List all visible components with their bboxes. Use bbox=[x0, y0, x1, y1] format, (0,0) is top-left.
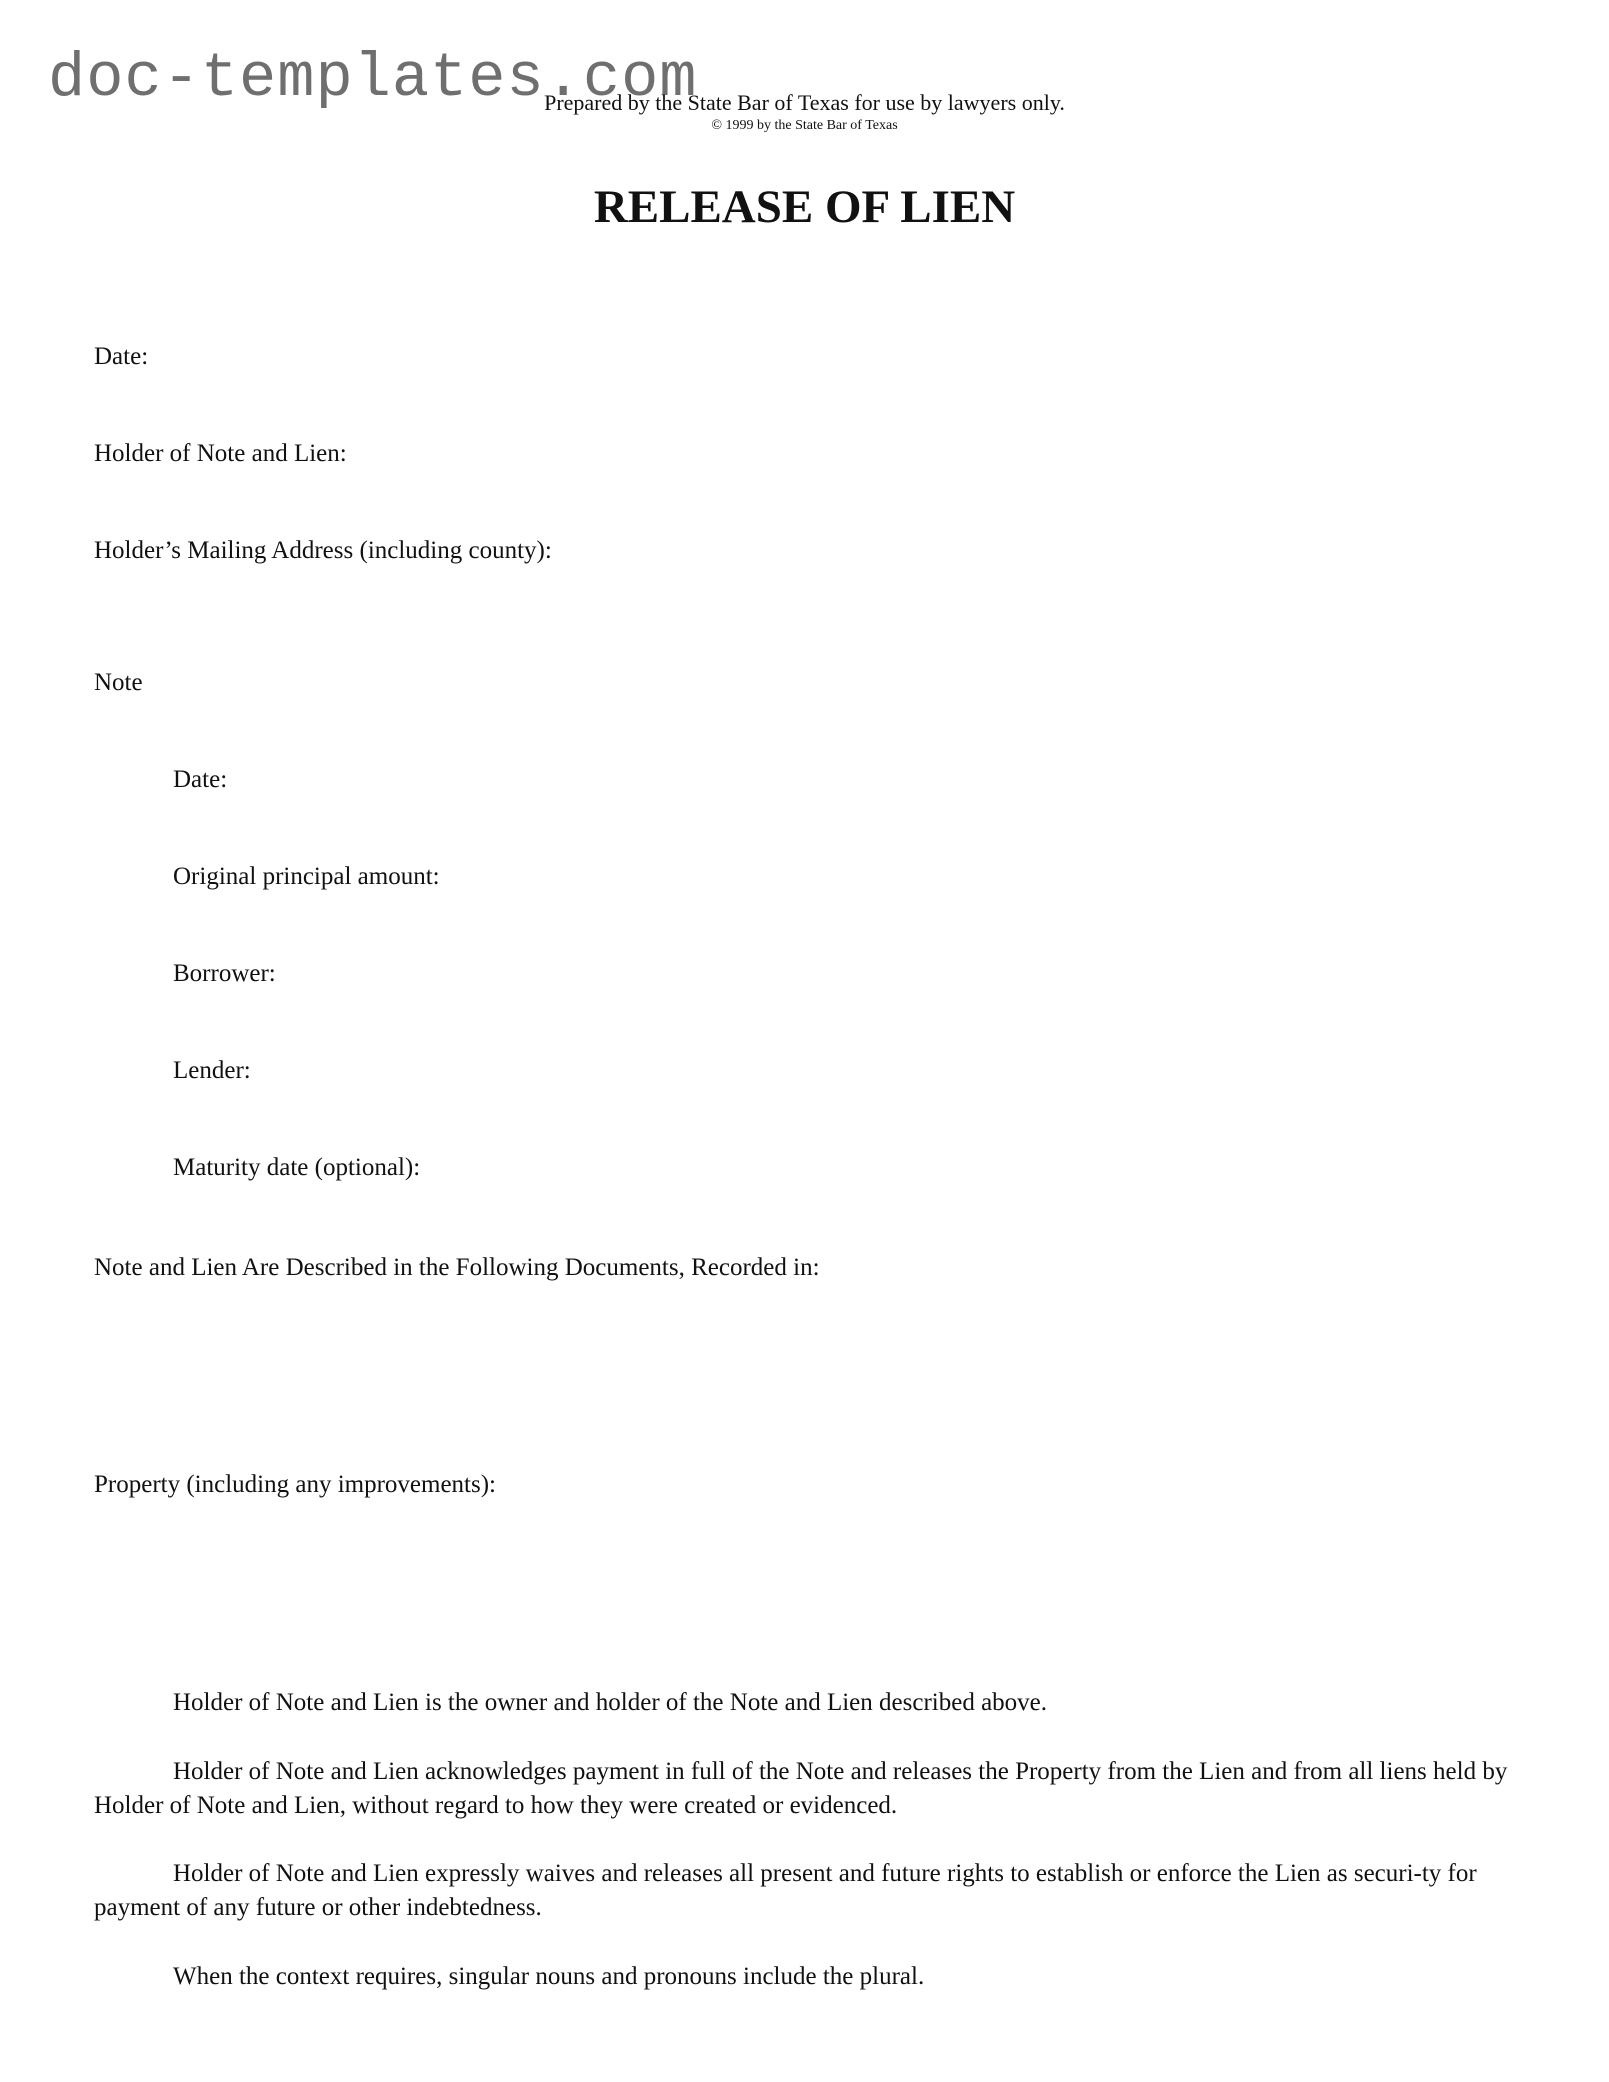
holder-label: Holder of Note and Lien: bbox=[94, 440, 347, 467]
paragraph-ownership: Holder of Note and Lien is the owner and holder of the Note and Lien described above. bbox=[173, 1689, 1048, 1716]
maturity-date-label: Maturity date (optional): bbox=[173, 1154, 421, 1181]
watermark: doc-templates.com bbox=[48, 43, 698, 114]
paragraph-waiver: Holder of Note and Lien expressly waives and releases all present and future rights to establish or enforce the Lien as securi-ty for payment of any future or other indebtedness. bbox=[94, 1860, 1477, 1921]
lender-label: Lender: bbox=[173, 1057, 251, 1084]
original-principal-label: Original principal amount: bbox=[173, 863, 440, 890]
property-label: Property (including any improvements): bbox=[94, 1471, 497, 1498]
note-date-label: Date: bbox=[173, 766, 228, 793]
paragraph-plural: When the context requires, singular nouns and pronouns include the plural. bbox=[173, 1963, 925, 1990]
date-label: Date: bbox=[94, 343, 149, 370]
paragraph-payment-release: Holder of Note and Lien acknowledges payment in full of the Note and releases the Property from the Lien and from all liens held by Holder of Note and Lien, without regard to how they were created or evidenced. bbox=[94, 1758, 1508, 1819]
holder-address-label: Holder’s Mailing Address (including county): bbox=[94, 537, 552, 564]
document-title: RELEASE OF LIEN bbox=[593, 181, 1016, 233]
borrower-label: Borrower: bbox=[173, 960, 276, 987]
recorded-in-label: Note and Lien Are Described in the Following Documents, Recorded in: bbox=[94, 1254, 820, 1281]
copyright-line: © 1999 by the State Bar of Texas bbox=[711, 118, 898, 133]
note-heading: Note bbox=[94, 669, 143, 696]
prepared-by-line: Prepared by the State Bar of Texas for use by lawyers only. bbox=[544, 90, 1065, 115]
